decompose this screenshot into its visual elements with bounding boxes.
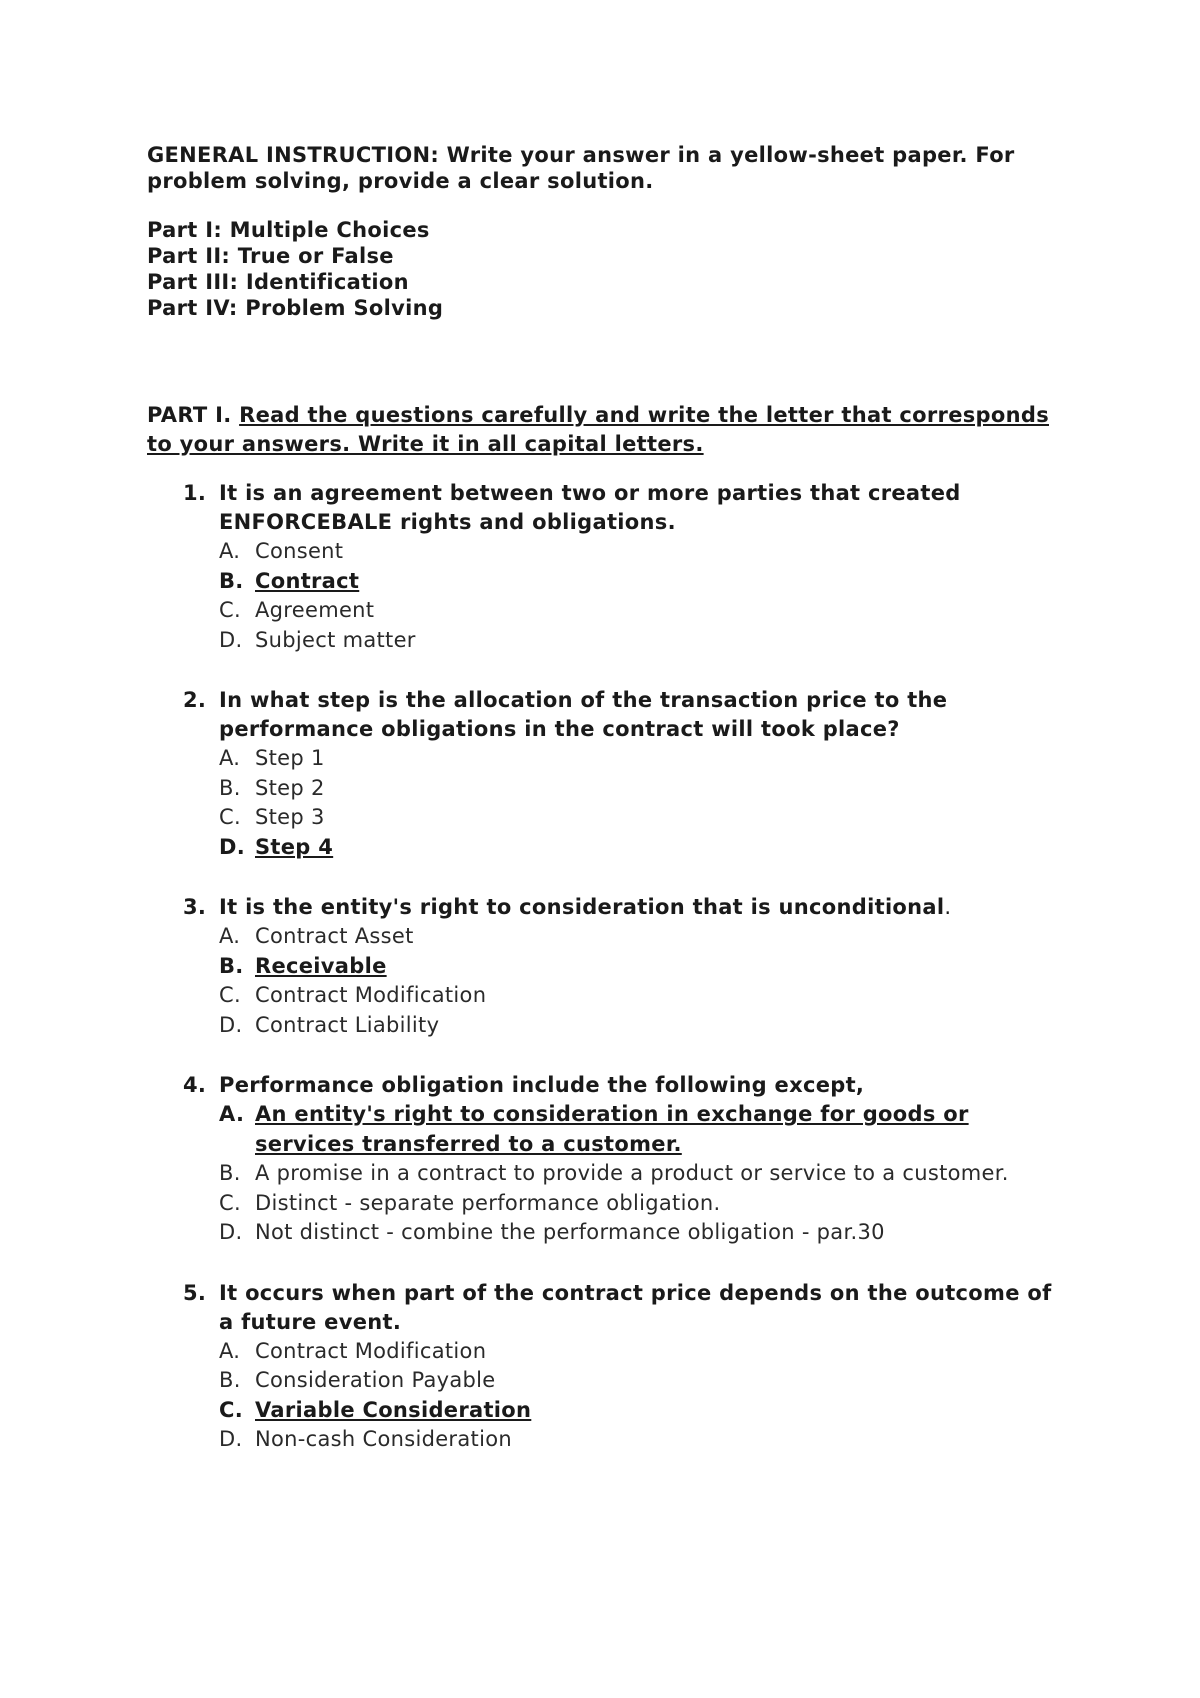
question-text-main: Performance obligation include the following except, [219, 1073, 865, 1097]
question-row [147, 893, 1060, 922]
question-row [147, 1279, 1060, 1337]
option-item [147, 537, 1060, 567]
question-text [219, 1071, 1060, 1100]
option-letter: B. [219, 1368, 241, 1392]
question-text [219, 893, 1060, 922]
option-text: Step 2 [255, 775, 325, 800]
option-text: Step 3 [255, 805, 325, 829]
option-text: Contract Asset [255, 924, 414, 948]
option-item [147, 981, 1060, 1011]
part-item: Part III: Identification [147, 270, 409, 294]
option-letter: B. [219, 953, 244, 978]
option-text: Contract Modification [255, 1338, 487, 1363]
option-item [147, 922, 1060, 952]
question-number: 3. [183, 895, 207, 919]
option-text: An entity's right to consideration in exchange for goods or services transferred to a customer. [255, 1102, 969, 1156]
option-text: Step 4 [255, 834, 334, 859]
question-text [219, 479, 1060, 537]
option-text: Distinct - separate performance obligation. [255, 1190, 721, 1215]
question-item [147, 1279, 1060, 1455]
question-item [147, 893, 1060, 1040]
part-item: Part IV: Problem Solving [147, 296, 444, 320]
question-number: 4. [183, 1073, 207, 1097]
option-letter: A. [219, 1102, 245, 1126]
question-item [147, 1071, 1060, 1248]
question-text-main: It is an agreement between two or more parties that created ENFORCEBALE rights and obligations. [219, 481, 961, 534]
option-text: Consent [255, 539, 344, 563]
option-letter: C. [219, 805, 241, 829]
part1-label: PART I. [147, 403, 232, 427]
option-letter: A. [219, 924, 241, 948]
option-item [147, 1218, 1060, 1248]
option-item [147, 744, 1060, 774]
option-letter: D. [219, 627, 243, 652]
options-list [147, 537, 1060, 655]
question-text-tail: . [944, 895, 952, 919]
option-letter: C. [219, 598, 241, 622]
option-item-correct [147, 567, 1060, 597]
options-list [147, 922, 1060, 1040]
option-text: Not distinct - combine the performance obligation - par.30 [255, 1220, 885, 1244]
part-item: Part I: Multiple Choices [147, 218, 430, 242]
question-item [147, 686, 1060, 862]
option-item [147, 774, 1060, 804]
question-number: 2. [183, 688, 207, 712]
option-letter: A. [219, 746, 241, 770]
option-text: Agreement [255, 598, 375, 622]
question-text [219, 1279, 1060, 1337]
question-text-main: In what step is the allocation of the transaction price to the performance obligations in the contract will took place? [219, 688, 948, 741]
option-text: Contract Liability [255, 1012, 440, 1037]
option-letter: D. [219, 1427, 243, 1451]
option-item [147, 803, 1060, 833]
option-text: Non-cash Consideration [255, 1427, 512, 1451]
options-list [147, 1337, 1060, 1455]
option-text: Variable Consideration [255, 1397, 532, 1422]
question-number: 1. [183, 481, 207, 505]
questions-list [147, 479, 1060, 1455]
options-list [147, 744, 1060, 862]
option-letter: B. [219, 775, 241, 800]
option-item [147, 1189, 1060, 1219]
option-letter: A. [219, 1338, 241, 1363]
option-text: Step 1 [255, 746, 325, 770]
option-letter: C. [219, 1397, 243, 1422]
option-item [147, 1366, 1060, 1396]
option-text: Subject matter [255, 627, 416, 652]
part1-heading [147, 401, 1060, 459]
question-text [219, 686, 1060, 744]
part1-instruction: Read the questions carefully and write the letter that corresponds to your answers. Write it in all capital letters. [147, 403, 1049, 456]
option-item [147, 1159, 1060, 1189]
question-row [147, 1071, 1060, 1100]
option-item [147, 1011, 1060, 1041]
option-item-correct [147, 952, 1060, 982]
part-item: Part II: True or False [147, 244, 394, 268]
option-letter: C. [219, 1190, 241, 1215]
question-text-main: It occurs when part of the contract price depends on the outcome of a future event. [219, 1280, 1052, 1334]
option-letter: D. [219, 1220, 243, 1244]
option-item-correct [147, 1100, 1060, 1159]
option-text: Consideration Payable [255, 1368, 496, 1392]
options-list [147, 1100, 1060, 1248]
option-text: A promise in a contract to provide a product or service to a customer. [255, 1161, 1009, 1185]
option-item [147, 626, 1060, 656]
option-letter: B. [219, 568, 244, 593]
question-row [147, 479, 1060, 537]
option-item [147, 596, 1060, 626]
general-instruction: GENERAL INSTRUCTION: Write your answer in a yellow-sheet paper. For problem solving, provide a clear solution. [147, 143, 1015, 193]
option-item [147, 1425, 1060, 1455]
question-number: 5. [183, 1280, 207, 1305]
option-item [147, 1337, 1060, 1367]
option-letter: A. [219, 539, 241, 563]
question-text-main: It is the entity's right to consideration that is unconditional [219, 895, 945, 919]
option-letter: D. [219, 834, 246, 859]
option-letter: C. [219, 983, 241, 1007]
parts-list [147, 217, 1060, 321]
question-item [147, 479, 1060, 655]
option-text: Contract Modification [255, 983, 487, 1007]
option-text: Contract [255, 568, 360, 593]
option-letter: D. [219, 1012, 243, 1037]
question-row [147, 686, 1060, 744]
option-text: Receivable [255, 953, 387, 978]
option-letter: B. [219, 1161, 241, 1185]
option-item-correct [147, 833, 1060, 863]
option-item-correct [147, 1396, 1060, 1426]
